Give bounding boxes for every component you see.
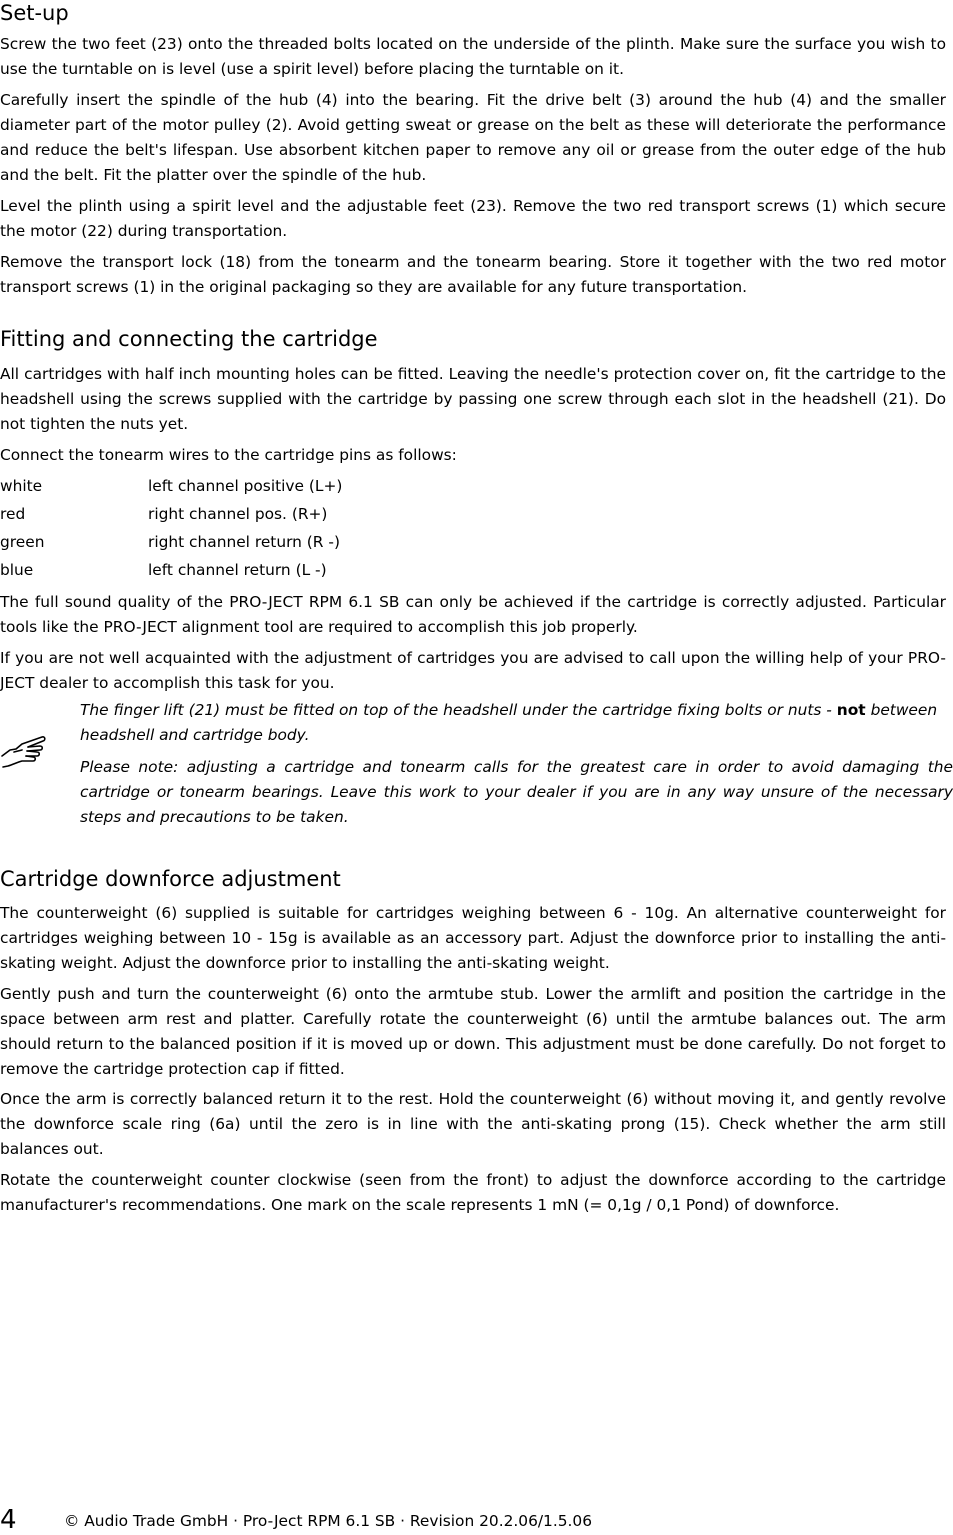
note-paragraph-2: Please note: adjusting a cartridge and tonearm calls for the greatest care in order to avoid damaging the cartridge or tonearm bearings. Leave this work to your dealer if you are in any way unsure of the necessary steps and precautions to be taken. <box>80 757 953 827</box>
cartridge-paragraph-1: All cartridges with half inch mounting holes can be fitted. Leaving the needle's protection cover on, fit the cartridge to the headshell using the screws supplied with the cartridge by passing one screw through each slot in the headshell (21). Do not tighten the nuts yet. <box>0 365 946 433</box>
setup-paragraph-2: Carefully insert the spindle of the hub (4) into the bearing. Fit the drive belt (3) around the hub (4) and the smaller diameter part of the motor pulley (2). Avoid getting sweat or grease on the belt as these will deteriorate the performance and reduce the belt's lifespan. Use absorbent kitchen paper to remove any oil or grease from the outer edge of the hub and the belt. Fit the platter over the spindle of the hub. <box>0 91 946 184</box>
cartridge-heading: Fitting and connecting the cartridge <box>0 327 378 351</box>
wire-row <box>0 500 946 528</box>
downforce-paragraph-2: Gently push and turn the counterweight (6) onto the armtube stub. Lower the armlift and position the cartridge in the space between arm rest and platter. Carefully rotate the counterweight (6) until the armtube balances out. The arm should return to the balanced position if it is moved up or down. This adjustment must be done carefully. Do not forget to remove the cartridge protection cap if fitted. <box>0 985 946 1078</box>
downforce-paragraph-3: Once the arm is correctly balanced return it to the rest. Hold the counterweight (6) without moving it, and gently revolve the downforce scale ring (6a) until the zero is in line with the anti-skating prong (15). Check whether the arm still balances out. <box>0 1090 946 1158</box>
cartridge-paragraph-3: The full sound quality of the PRO-JECT RPM 6.1 SB can only be achieved if the cartridge is correctly adjusted. Particular tools like the PRO-JECT alignment tool are required to accomplish this job properly. <box>0 593 946 636</box>
page-number: 4 <box>0 1505 17 1535</box>
setup-paragraph-1: Screw the two feet (23) onto the threaded bolts located on the underside of the plinth. Make sure the surface you wish to use the turntable on is level (use a spirit level) before placing the turntable on it. <box>0 35 946 78</box>
note-text-end: between headshell and cartridge body. <box>80 701 938 745</box>
downforce-paragraph-1: The counterweight (6) supplied is suitable for cartridges weighing between 6 - 10g. An alternative counterweight for cartridges weighing between 10 - 15g is available as an accessory part. Adjust the downforce prior to installing the anti-skating weight. Adjust the downforce prior to installing the anti-skating weight. <box>0 904 946 972</box>
wire-function: right channel pos. (R+) <box>148 505 328 523</box>
downforce-heading: Cartridge downforce adjustment <box>0 867 341 891</box>
cartridge-paragraph-4: If you are not well acquainted with the adjustment of cartridges you are advised to call upon the willing help of your PRO-JECT dealer to accomplish this task for you. <box>0 649 946 692</box>
wire-color: blue <box>0 561 34 579</box>
note-text-start: The finger lift (21) must be fitted on top of the headshell under the cartridge fixing bolts or nuts - <box>80 701 832 719</box>
wire-color: red <box>0 505 26 523</box>
setup-paragraph-3: Level the plinth using a spirit level and the adjustable feet (23). Remove the two red transport screws (1) which secure the motor (22) during transportation. <box>0 197 946 240</box>
pointing-hand-icon <box>0 734 48 770</box>
wire-color: white <box>0 477 43 495</box>
wire-color: green <box>0 533 45 551</box>
wire-row <box>0 528 946 556</box>
setup-paragraph-4: Remove the transport lock (18) from the tonearm and the tonearm bearing. Store it together with the two red motor transport screws (1) in the original packaging so they are available for any future transportation. <box>0 253 946 296</box>
wire-table <box>0 472 946 584</box>
wire-function: left channel return (L -) <box>148 561 327 579</box>
cartridge-paragraph-2: Connect the tonearm wires to the cartridge pins as follows: <box>0 446 457 464</box>
note-emphasis: not <box>836 701 866 719</box>
note-block <box>0 698 953 830</box>
wire-function: left channel positive (L+) <box>148 477 343 495</box>
wire-row <box>0 556 946 584</box>
copyright-text: © Audio Trade GmbH · Pro-Ject RPM 6.1 SB · Revision 20.2.06/1.5.06 <box>64 1512 593 1530</box>
page-footer <box>0 1505 953 1535</box>
downforce-paragraph-4: Rotate the counterweight counter clockwise (seen from the front) to adjust the downforce according to the cartridge manufacturer's recommendations. One mark on the scale represents 1 mN (= 0,1g / 0,1 Pond) of downforce. <box>0 1171 946 1214</box>
wire-function: right channel return (R -) <box>148 533 340 551</box>
setup-heading: Set-up <box>0 1 69 25</box>
note-paragraph-1 <box>80 698 953 749</box>
wire-row <box>0 472 946 500</box>
